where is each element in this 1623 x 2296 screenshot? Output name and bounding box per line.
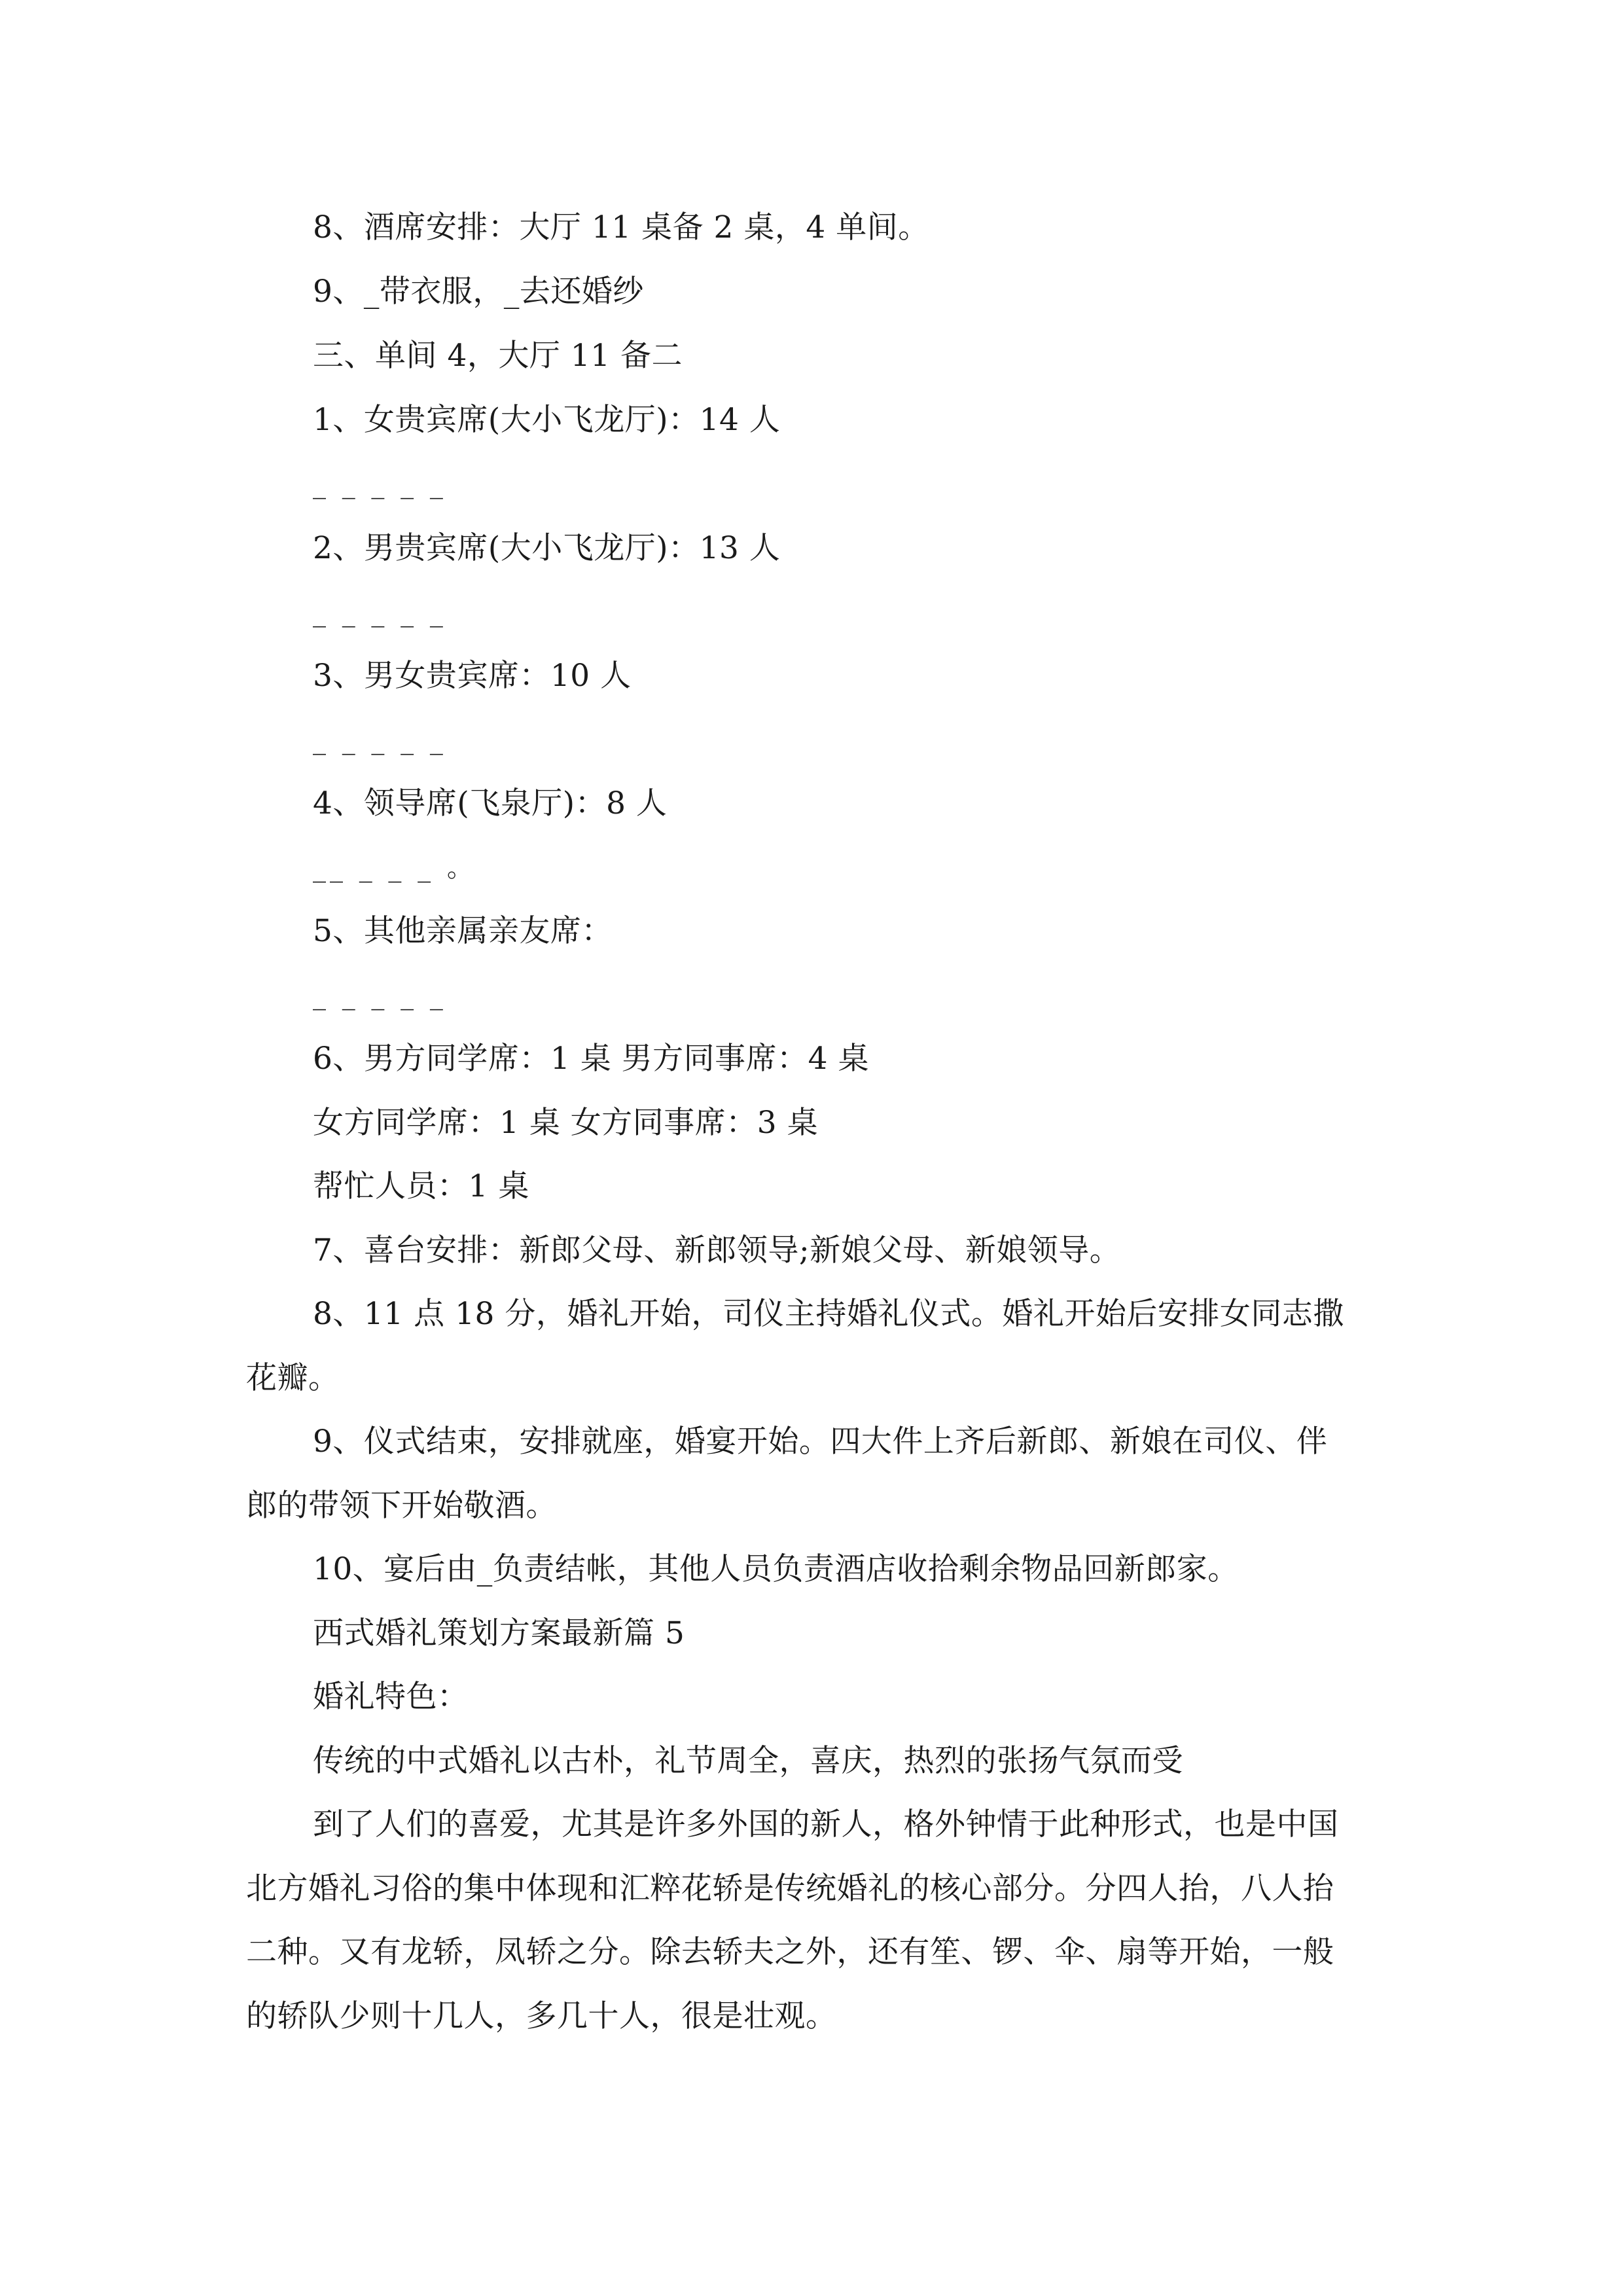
- blank-line: _ _ _ _ _: [313, 980, 447, 1011]
- text-line: 女方同学席：1 桌 女方同事席：3 桌: [313, 1105, 819, 1141]
- text-line: 三、单间 4，大厅 11 备二: [313, 338, 683, 374]
- blank-line: _ _ _ _ _: [313, 598, 447, 628]
- text-line: 帮忙人员：1 桌: [313, 1168, 529, 1204]
- text-line: 花瓣。: [246, 1360, 340, 1396]
- text-line: 10、宴后由_负责结帐，其他人员负责酒店收拾剩余物品回新郎家。: [313, 1551, 1239, 1587]
- text-line: 6、男方同学席：1 桌 男方同事席：4 桌: [313, 1041, 870, 1077]
- text-line: 9、仪式结束，安排就座，婚宴开始。四大件上齐后新郎、新娘在司仪、伴: [313, 1424, 1328, 1460]
- text-line: 7、喜台安排：新郎父母、新郎领导;新娘父母、新娘领导。: [313, 1232, 1121, 1268]
- text-line: 5、其他亲属亲友席：: [313, 913, 613, 949]
- text-line: 8、酒席安排：大厅 11 桌备 2 桌，4 单间。: [313, 209, 929, 245]
- text-line: 8、11 点 18 分，婚礼开始，司仪主持婚礼仪式。婚礼开始后安排女同志撒: [313, 1296, 1344, 1332]
- text-line: 郎的带领下开始敬酒。: [246, 1488, 557, 1524]
- text-line: 北方婚礼习俗的集中体现和汇粹花轿是传统婚礼的核心部分。分四人抬，八人抬: [246, 1871, 1334, 1907]
- blank-line: _ _ _ _ _: [313, 469, 447, 499]
- text-line: 传统的中式婚礼以古朴，礼节周全，喜庆，热烈的张扬气氛而受: [313, 1743, 1183, 1779]
- blank-line: _ _ _ _ _: [313, 725, 447, 755]
- text-line: 的轿队少则十几人，多几十人，很是壮观。: [246, 1998, 837, 2034]
- blank-line: __ _ _ _ 。: [313, 853, 477, 883]
- text-line: 婚礼特色：: [313, 1679, 469, 1715]
- text-line: 2、男贵宾席(大小飞龙厅)：13 人: [313, 530, 781, 566]
- text-line: 3、男女贵宾席：10 人: [313, 658, 632, 694]
- text-line: 9、_带衣服，_去还婚纱: [313, 274, 644, 310]
- text-line: 4、领导席(飞泉厅)：8 人: [313, 785, 668, 821]
- text-line: 二种。又有龙轿，凤轿之分。除去轿夫之外，还有笙、锣、伞、扇等开始，一般: [246, 1934, 1334, 1970]
- text-line: 到了人们的喜爱，尤其是许多外国的新人，格外钟情于此种形式，也是中国: [313, 1806, 1339, 1842]
- text-line: 1、女贵宾席(大小飞龙厅)：14 人: [313, 402, 781, 438]
- section-heading: 西式婚礼策划方案最新篇 5: [313, 1615, 685, 1651]
